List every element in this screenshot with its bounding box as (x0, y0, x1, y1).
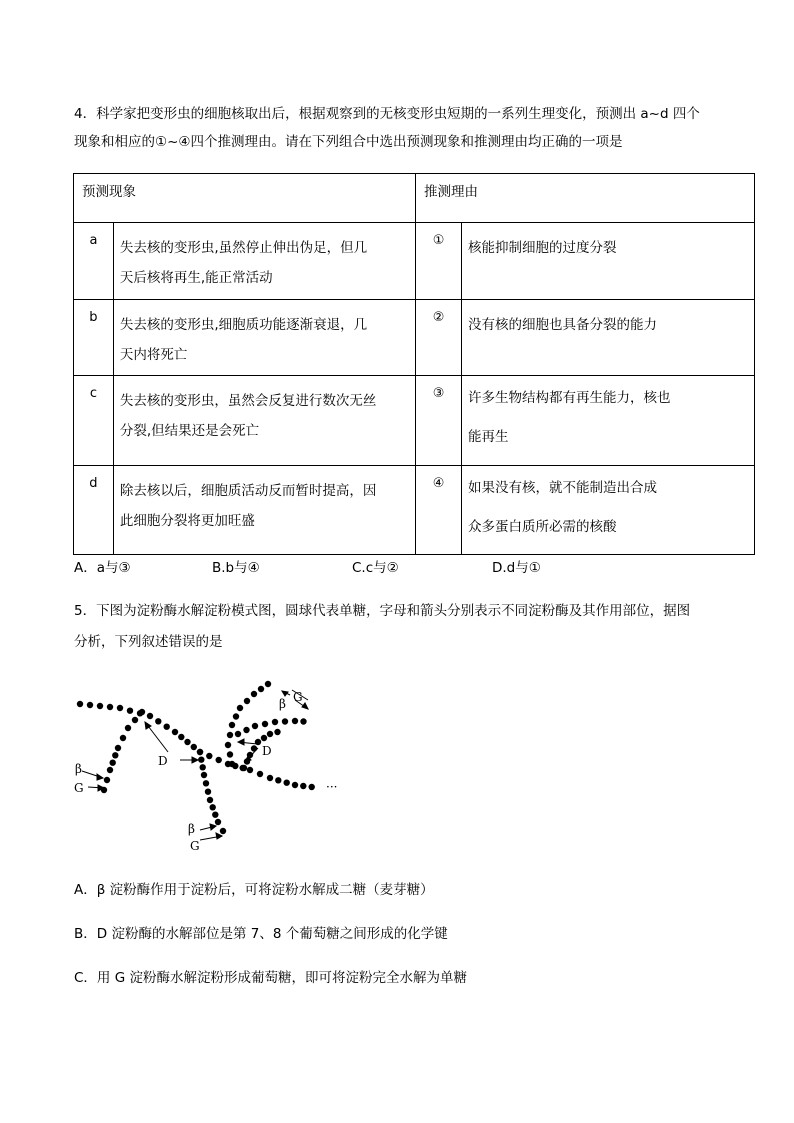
glucose-bead (110, 760, 116, 766)
glucose-bead (292, 718, 298, 724)
glucose-bead (125, 725, 131, 731)
glucose-bead (127, 708, 133, 714)
glucose-bead (147, 713, 153, 719)
option-c: C.c与② (352, 560, 399, 576)
statement-c: C．用 G 淀粉酶水解淀粉形成葡萄糖，即可将淀粉完全水解为单糖 (74, 970, 467, 986)
statement-b: B．D 淀粉酶的水解部位是第 7、8 个葡萄糖之间形成的化学键 (74, 926, 448, 942)
header-phenomenon: 预测现象 (74, 174, 416, 223)
reason-line: 许多生物结构都有再生能力，核也 (468, 390, 671, 406)
glucose-bead (237, 705, 243, 711)
glucose-bead (235, 731, 241, 737)
glucose-bead (216, 757, 222, 763)
glucose-bead (201, 772, 207, 778)
glucose-bead (225, 742, 231, 748)
glucose-bead (233, 713, 239, 719)
glucose-bead (251, 745, 257, 751)
reason-line: 众多蛋白质所必需的核酸 (468, 519, 617, 535)
phenomenon-line: 失去核的变形虫，虽然会反复进行数次无丝 (119, 393, 377, 409)
glucose-bead (77, 701, 83, 707)
glucose-bead (275, 777, 281, 783)
glucose-bead (220, 828, 226, 834)
glucose-bead (120, 735, 126, 741)
glucose-bead (215, 819, 221, 825)
glucose-bead (197, 749, 203, 755)
phenomenon-line: 分裂,但结果还是会死亡 (119, 423, 260, 439)
phenomenon-line: 失去核的变形虫,虽然停止伸出伪足，但几 (119, 240, 368, 256)
reason-number: ③ (416, 376, 462, 466)
glucose-bead (107, 704, 113, 710)
glucose-bead (139, 709, 145, 715)
label-d-center: D (158, 754, 168, 768)
glucose-bead (206, 753, 212, 759)
phenomenon-line: 除去核以后，细胞质活动反而暂时提高，因 (119, 483, 377, 499)
glucose-bead (212, 812, 218, 818)
glucose-bead (251, 691, 257, 697)
glucose-bead (178, 734, 184, 740)
reason-number: ④ (416, 466, 462, 555)
glucose-bead (184, 739, 190, 745)
label-ellipsis: ··· (326, 780, 338, 794)
q4-stem-line1: 4．科学家把变形虫的细胞核取出后，根据观察到的无核变形虫短期的一系列生理变化，预测出 a~d 四个 (74, 106, 700, 122)
row-label: c (74, 376, 114, 466)
label-beta-bottom: β (188, 822, 195, 836)
glucose-bead (262, 721, 268, 727)
glucose-bead (210, 804, 216, 810)
label-g-left: G (74, 781, 84, 795)
glucose-bead (97, 703, 103, 709)
glucose-bead (265, 681, 271, 687)
glucose-bead (229, 761, 235, 767)
glucose-bead (257, 771, 263, 777)
glucose-bead (112, 752, 118, 758)
enzyme-arrows (82, 690, 308, 840)
glucose-bead (258, 686, 264, 692)
glucose-bead (200, 764, 206, 770)
header-reason: 推测理由 (416, 174, 755, 223)
label-beta-top: β (279, 697, 286, 711)
glucose-bead (292, 782, 298, 788)
phenomenon-line: 天内将死亡 (119, 347, 188, 363)
glucose-bead (252, 723, 258, 729)
option-a: A．a与③ (74, 560, 131, 576)
option-b: B.b与④ (212, 560, 260, 576)
reason-line: 核能抑制细胞的过度分裂 (468, 240, 617, 256)
label-beta-left: β (75, 762, 82, 776)
label-g-top: G (293, 690, 303, 704)
row-label: b (74, 300, 114, 376)
glucose-bead (207, 797, 213, 803)
glucose-bead (205, 789, 211, 795)
glucose-bead (241, 765, 247, 771)
phenomenon-line: 天后核将再生,能正常活动 (119, 270, 273, 286)
glucose-bead (261, 735, 267, 741)
option-d: D.d与① (492, 560, 541, 576)
glucose-bead (247, 767, 253, 773)
reason-line: 没有核的细胞也具备分裂的能力 (468, 317, 658, 333)
glucose-bead (117, 705, 123, 711)
glucose-bead (191, 744, 197, 750)
q4-stem-line2: 现象和相应的①~④四个推测理由。请在下列组合中选出预测现象和推测理由均正确的一项是 (74, 134, 623, 150)
glucose-bead (203, 780, 209, 786)
glucose-bead (132, 717, 138, 723)
glucose-bead (272, 719, 278, 725)
glucose-bead (300, 783, 306, 789)
glucose-bead (104, 777, 110, 783)
glucose-bead (227, 732, 233, 738)
statement-a: A．β 淀粉酶作用于淀粉后，可将淀粉水解成二糖（麦芽糖） (74, 882, 434, 898)
glucose-bead (284, 780, 290, 786)
reason-line: 能再生 (468, 429, 509, 445)
glucose-bead (198, 757, 204, 763)
glucose-bead (227, 751, 233, 757)
phenomenon-line: 此细胞分裂将更加旺盛 (119, 513, 255, 529)
glucose-bead (282, 718, 288, 724)
glucose-bead (229, 722, 235, 728)
glucose-bead (267, 775, 273, 781)
phenomenon-line: 失去核的变形虫,细胞质功能逐渐衰退，几 (119, 317, 368, 333)
label-d-right: D (262, 744, 272, 758)
glucose-bead (309, 784, 315, 790)
glucose-bead (244, 698, 250, 704)
glucose-bead (164, 724, 170, 730)
label-g-bottom: G (190, 839, 200, 853)
glucose-bead (300, 718, 306, 724)
q5-stem-line1: 5．下图为淀粉酶水解淀粉模式图，圆球代表单糖，字母和箭头分别表示不同淀粉酶及其作用部位，据图 (74, 603, 691, 619)
glucose-bead (155, 718, 161, 724)
glucose-bead (115, 745, 121, 751)
row-label: d (74, 466, 114, 555)
reason-number: ② (416, 300, 462, 376)
glucose-bead (243, 727, 249, 733)
glucose-bead (87, 702, 93, 708)
glucose-bead (274, 729, 280, 735)
row-label: a (74, 223, 114, 300)
glucose-bead (107, 767, 113, 773)
glucose-bead (172, 729, 178, 735)
reason-line: 如果没有核，就不能制造出合成 (468, 480, 658, 496)
q5-stem-line2: 分析，下列叙述错误的是 (74, 634, 223, 650)
glucose-bead (267, 731, 273, 737)
reason-number: ① (416, 223, 462, 300)
